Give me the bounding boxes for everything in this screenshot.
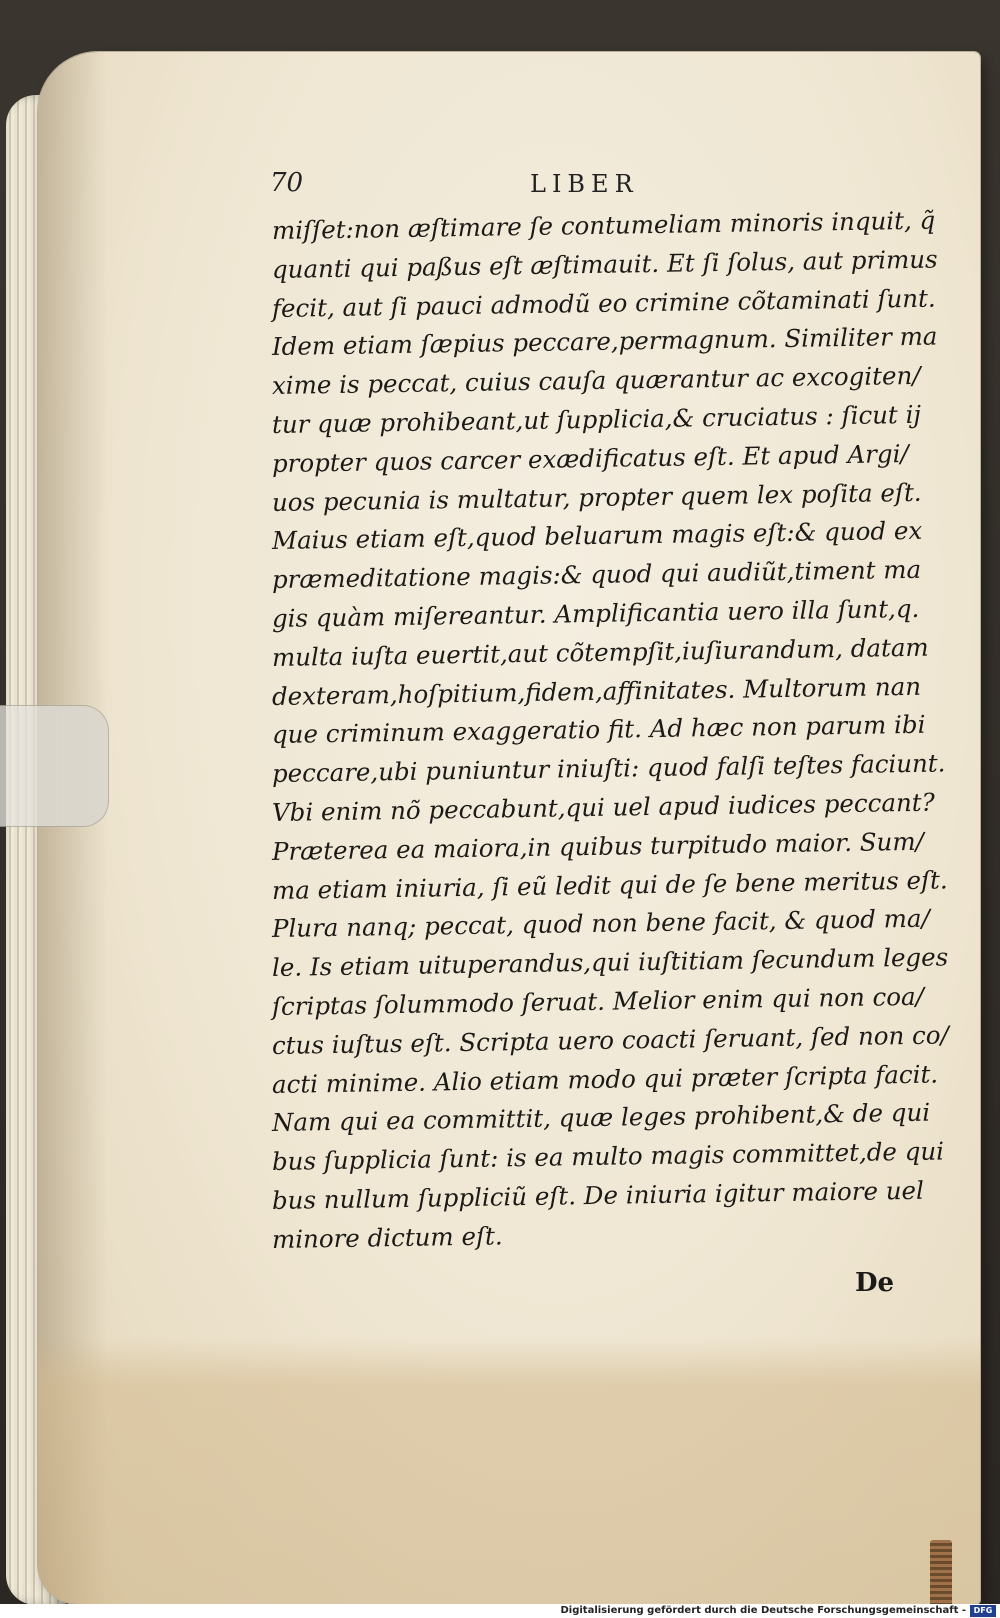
text-line: Plura nanq; peccat, quod non bene facit, & quod ma/ <box>271 904 930 944</box>
text-line: præmeditatione magis:& quod qui audiũt,timent ma <box>271 554 922 595</box>
text-line: tur quæ prohibeant,ut ſupplicia,& cruciatus : ſicut ij <box>271 399 922 439</box>
dfg-logo: DFG <box>970 1605 996 1617</box>
text-line: uos pecunia is multatur, propter quem lex poſita eſt. <box>271 477 922 517</box>
bookmark-ribbon <box>930 1540 952 1610</box>
text-line: miſſet:non æſtimare ſe contumeliam minoris inquit, q̃ <box>271 205 936 245</box>
text-line: Nam qui ea committit, quæ leges prohibent,& de qui <box>271 1097 931 1138</box>
text-line: que criminum exaggeratio fit. Ad hæc non parum ibi <box>271 710 926 750</box>
text-line: peccare,ubi puniuntur iniuſti: quod falſi teſtes faciunt. <box>271 748 946 789</box>
text-line: Idem etiam ſæpius peccare,permagnum. Similiter ma <box>271 321 938 362</box>
text-line: ſcriptas ſolummodo ſeruat. Melior enim qui non coa/ <box>271 981 925 1021</box>
text-line: bus ſupplicia ſunt: is ea multo magis committet,de qui <box>271 1136 945 1177</box>
text-line: bus nullum ſuppliciũ eſt. De iniuria igitur maiore uel <box>271 1175 925 1215</box>
running-title: LIBER <box>530 170 639 198</box>
plastic-tab-flap <box>0 705 109 827</box>
catchword: De <box>855 1268 895 1298</box>
page-number: 70 <box>270 168 304 198</box>
text-line: gis quàm miſereantur. Amplificantia uero illa ſunt,q. <box>271 593 920 633</box>
text-line: xime is peccat, cuius cauſa quærantur ac excogiten/ <box>271 361 921 401</box>
page-header <box>270 168 890 204</box>
text-line: dexteram,hoſpitium,fidem,affinitates. Multorum nan <box>271 671 922 711</box>
text-line: multa iuſta euertit,aut cõtempſit,iuſiurandum, datam <box>271 632 929 672</box>
text-line: Præterea ea maiora,in quibus turpitudo maior. Sum/ <box>271 826 925 866</box>
text-line: Maius etiam eſt,quod beluarum magis eſt:& quod ex <box>271 516 923 556</box>
text-line: acti minime. Alio etiam modo qui præter ſcripta facit. <box>271 1059 939 1099</box>
text-line: Vbi enim nõ peccabunt,qui uel apud iudices peccant? <box>271 787 935 827</box>
digitization-credit: Digitalisierung gefördert durch die Deutsche Forschungsgemeinschaft - <box>560 1605 966 1616</box>
text-line: le. Is etiam uituperandus,qui iuſtitiam ſecundum leges <box>271 942 949 983</box>
text-line: minore dictum eſt. <box>271 1221 503 1254</box>
text-line: ctus iuſtus eſt. Scripta uero coacti ſeruant, ſed non co/ <box>271 1020 950 1060</box>
text-line: ma etiam iniuria, ſi eũ ledit qui de ſe bene meritus eſt. <box>271 864 948 905</box>
text-line: propter quos carcer exædificatus eſt. Et apud Argi/ <box>271 438 909 478</box>
text-line: quanti qui paßus eſt æſtimauit. Et ſi ſolus, aut primus <box>271 244 938 284</box>
text-line: fecit, aut ſi pauci admodũ eo crimine cõtaminati ſunt. <box>271 283 936 323</box>
water-stain <box>38 1337 980 1604</box>
text-block <box>271 205 950 1260</box>
